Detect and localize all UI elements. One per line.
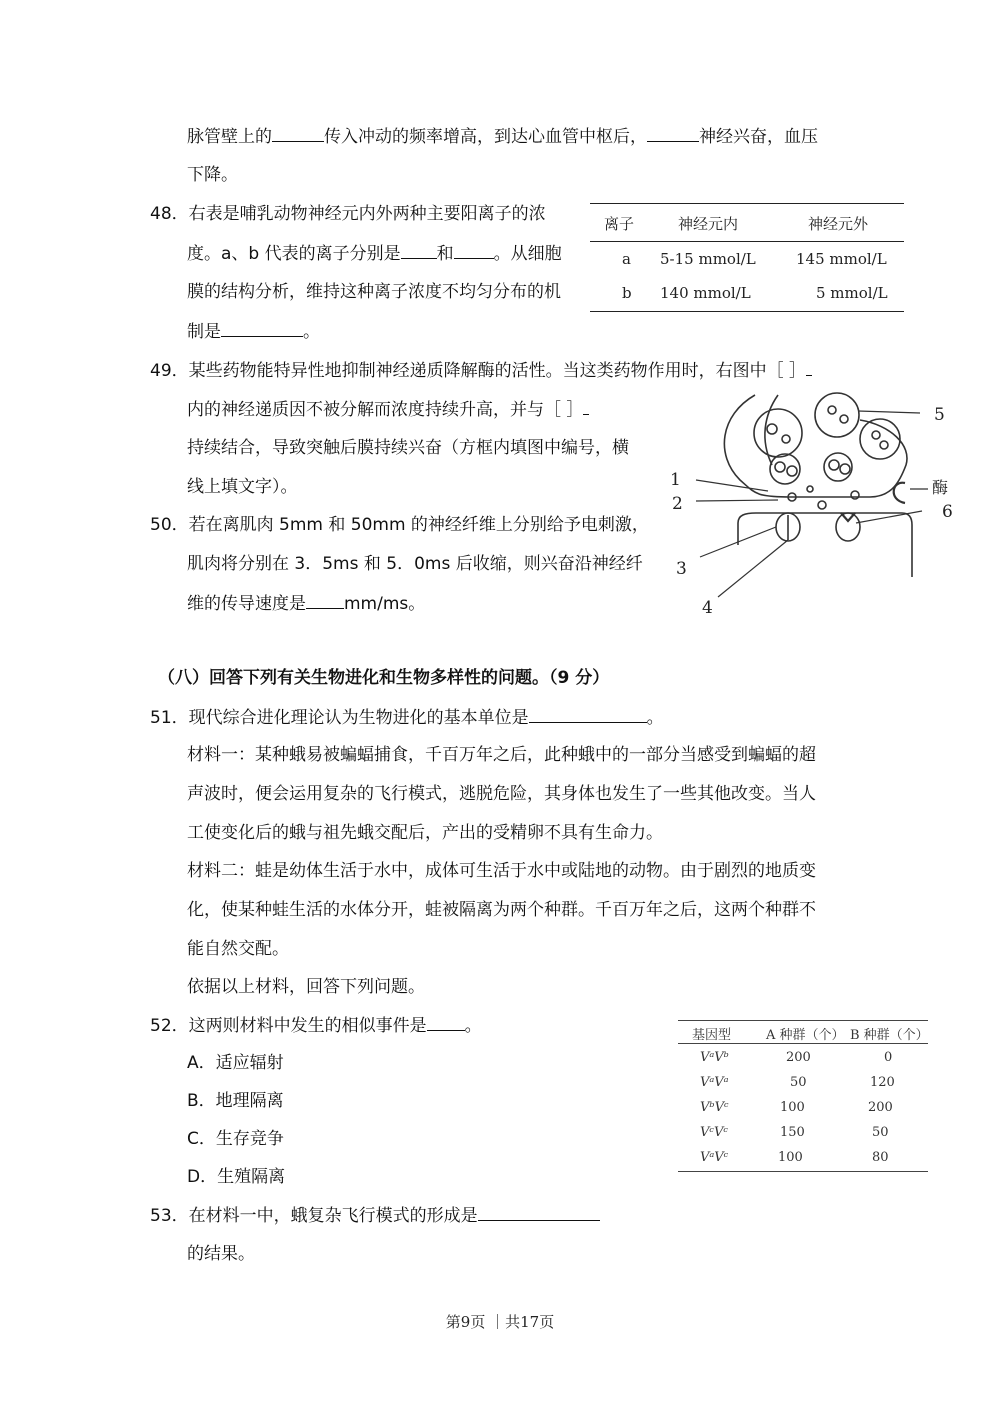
material1-line3: 工使变化后的蛾与祖先蛾交配后，产出的受精卵不具有生命力。 [187,823,663,843]
q51-prompt: 依据以上材料，回答下列问题。 [187,977,425,997]
section-heading: （八）回答下列有关生物进化和生物多样性的问题。（9 分） [158,668,610,688]
q51-text-a: 51．现代综合进化理论认为生物进化的基本单位是 [150,708,529,728]
material1-line2: 声波时，便会运用复杂的飞行模式，逃脱危险，其身体也发生了一些其他改变。当人 [187,784,816,804]
q50-text-a: 维的传导速度是 [187,594,306,614]
q48-text-a: 制是 [187,322,221,342]
table-cell: VᵃVᶜ [700,1150,729,1165]
table-rule [590,203,904,204]
genotype-table [678,1020,928,1175]
answer-blank[interactable] [478,1204,600,1221]
q49-line4: 线上填文字）。 [187,477,298,497]
synapse-diagram [660,385,970,620]
table-header: B 种群（个） [850,1028,929,1043]
q53-line2: 的结果。 [187,1244,255,1264]
answer-blank[interactable] [401,242,437,259]
table-header: 神经元外 [808,215,869,233]
q52-text-b: 。 [464,1016,482,1036]
answer-blank[interactable] [583,398,589,415]
table-header: 基因型 [692,1028,732,1043]
diagram-label-6: 6 [942,502,953,522]
ion-concentration-table [590,203,904,313]
q52-option-d[interactable]: D．生殖隔离 [187,1167,286,1187]
q52-text-a: 52．这两则材料中发生的相似事件是 [150,1016,427,1036]
table-cell: 120 [870,1075,895,1090]
table-cell: 50 [872,1125,889,1140]
table-cell: 0 [884,1050,893,1065]
table-cell: b [622,284,632,302]
table-cell: 100 [780,1100,805,1115]
q51-line1 [150,706,664,729]
table-cell: 145 mmol/L [796,250,887,268]
diagram-label-4: 4 [702,598,713,618]
q50-text-b: mm/ms。 [344,594,426,614]
answer-blank[interactable] [454,242,494,259]
table-cell: VᵇVᶜ [700,1100,729,1115]
q47-line1 [187,125,818,148]
q48-text-a: 度。a、b 代表的离子分别是 [187,244,401,264]
table-cell: 100 [778,1150,803,1165]
table-cell: 5 mmol/L [816,284,888,302]
table-cell: a [622,250,631,268]
q50-line1: 50．若在离肌肉 5mm 和 50mm 的神经纤维上分别给予电刺激， [150,515,649,535]
q49-text-a: 49．某些药物能特异性地抑制神经递质降解酶的活性。当这类药物作用时，右图中［ ］ [150,361,807,381]
answer-blank[interactable] [272,125,324,142]
diagram-label-2: 2 [672,494,683,514]
table-rule [590,241,904,242]
q48-text-b: 。 [303,322,320,342]
q48-line4 [187,320,320,343]
q52-option-c[interactable]: C．生存竞争 [187,1129,284,1149]
q52-option-a[interactable]: A．适应辐射 [187,1053,284,1073]
material1-line1: 材料一：某种蛾易被蝙蝠捕食，千百万年之后，此种蛾中的一部分当感受到蝙蝠的超 [187,745,816,765]
table-rule [678,1020,928,1021]
q52-stem [150,1014,482,1037]
material2-line3: 能自然交配。 [187,939,289,959]
answer-blank[interactable] [529,706,647,723]
table-header: 离子 [604,215,635,233]
table-header: A 种群（个） [766,1028,845,1043]
table-cell: 140 mmol/L [660,284,751,302]
table-cell: VᵃVᵃ [700,1075,729,1090]
table-rule [678,1043,928,1044]
table-rule [678,1171,928,1172]
q52-option-b[interactable]: B．地理隔离 [187,1091,284,1111]
q48-text-c: 。从细胞 [493,244,562,264]
table-cell: 80 [872,1150,889,1165]
q47-text-b: 传入冲动的频率增高，到达心血管中枢后， [324,127,647,147]
table-rule [590,311,904,312]
diagram-label-5: 5 [934,405,945,425]
diagram-label-enzyme: 酶 [932,478,949,497]
q47-text-a: 脉管壁上的 [187,127,272,147]
page-footer: 第9页 ｜共17页 [445,1313,555,1331]
material2-line2: 化，使某种蛙生活的水体分开，蛙被隔离为两个种群。千百万年之后，这两个种群不 [187,900,816,920]
answer-blank[interactable] [647,125,699,142]
q49-line3: 持续结合，导致突触后膜持续兴奋（方框内填图中编号，横 [187,438,629,458]
answer-blank[interactable] [427,1014,465,1031]
q48-line3: 膜的结构分析，维持这种离子浓度不均匀分布的机 [187,282,561,302]
q50-line2: 肌肉将分别在 3．5ms 和 5．0ms 后收缩，则兴奋沿神经纤 [187,554,643,574]
q47-line2: 下降。 [187,165,238,185]
q48-line2 [187,242,562,265]
table-cell: 200 [868,1100,893,1115]
table-header: 神经元内 [678,215,739,233]
q49-line1 [150,359,812,382]
q47-text-c: 神经兴奋，血压 [699,127,818,147]
table-cell: 150 [780,1125,805,1140]
answer-blank[interactable] [221,320,303,337]
diagram-label-1: 1 [670,470,681,490]
diagram-label-3: 3 [676,559,687,579]
q50-line3 [187,592,425,615]
material2-line1: 材料二：蛙是幼体生活于水中，成体可生活于水中或陆地的动物。由于剧烈的地质变 [187,861,816,881]
q53-line1 [150,1204,600,1227]
q53-text: 53．在材料一中，蛾复杂飞行模式的形成是 [150,1206,478,1226]
table-cell: 200 [786,1050,811,1065]
q48-line1: 48．右表是哺乳动物神经元内外两种主要阳离子的浓 [150,204,546,224]
table-cell: 50 [790,1075,807,1090]
q51-text-b: 。 [646,708,664,728]
table-cell: 5-15 mmol/L [660,250,756,268]
q49-line2 [187,398,589,421]
q49-text-a: 内的神经递质因不被分解而浓度持续升高，并与［ ］ [187,400,584,420]
answer-blank[interactable] [306,592,344,609]
table-cell: VᵃVᵇ [700,1050,729,1065]
answer-blank[interactable] [806,359,812,376]
q48-text-b: 和 [436,244,454,264]
table-cell: VᶜVᶜ [700,1125,728,1140]
